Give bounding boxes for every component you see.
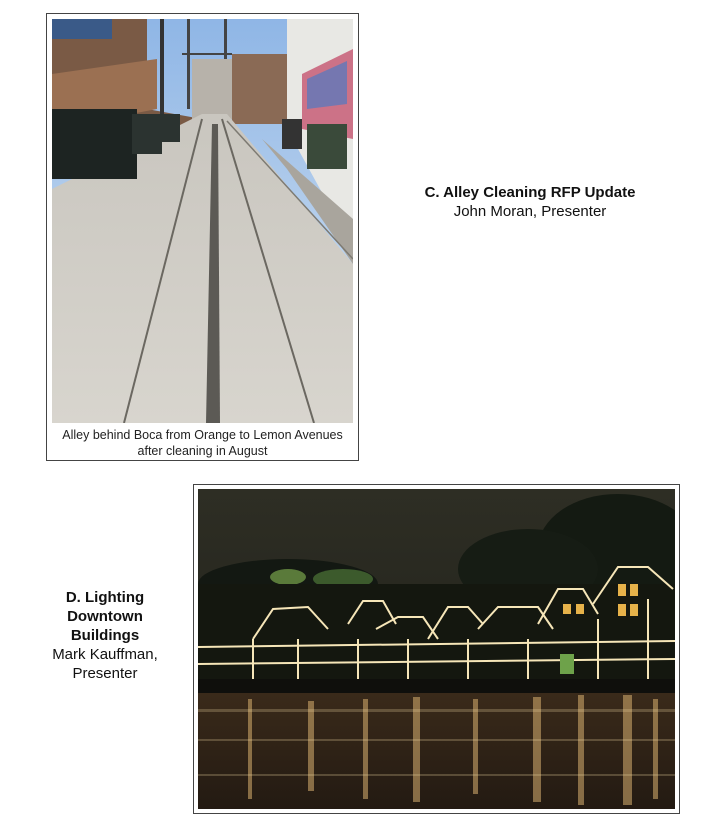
boathouse-photo-card [193, 484, 680, 814]
item-c-title: C. Alley Cleaning RFP Update [424, 184, 636, 201]
caption-line-2: after cleaning in August [137, 444, 268, 458]
alley-photo [52, 19, 353, 423]
alley-photo-card [46, 13, 359, 461]
item-c-presenter: John Moran, Presenter [453, 203, 607, 220]
item-d-title-line-2: Downtown [67, 608, 143, 625]
agenda-item-c [380, 183, 680, 221]
item-d-title-line-3: Buildings [70, 627, 140, 644]
item-d-presenter-line-1: Mark Kauffman, [52, 646, 158, 663]
item-d-title-line-1: D. Lighting [65, 589, 145, 606]
boathouse-photo [198, 489, 675, 809]
item-d-presenter-line-2: Presenter [72, 665, 138, 682]
agenda-item-d [30, 588, 180, 683]
alley-photo-caption [47, 427, 358, 459]
caption-line-1: Alley behind Boca from Orange to Lemon Avenues [62, 428, 343, 442]
